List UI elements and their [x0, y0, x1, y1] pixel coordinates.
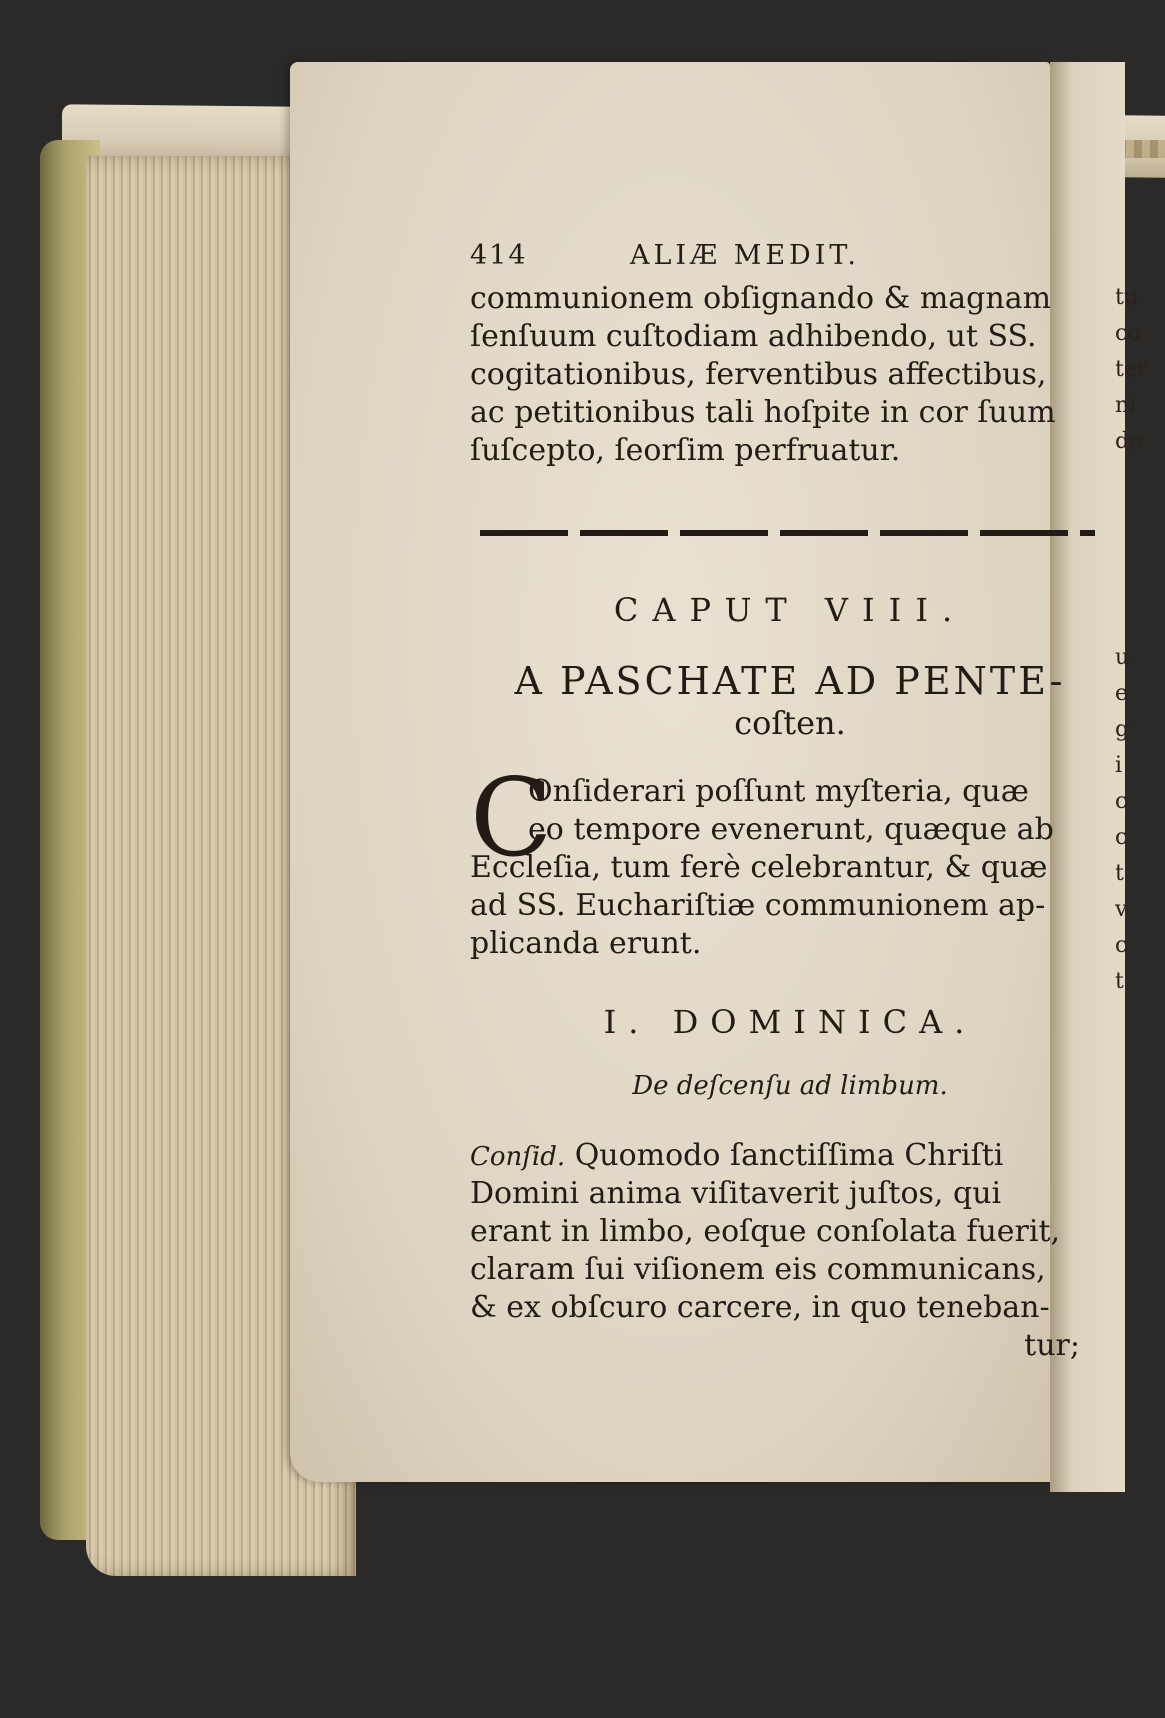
- consider-label: Conſid.: [470, 1142, 566, 1172]
- text-line: cogitationibus, ferventibus affectibus,: [470, 357, 1047, 392]
- text-line: Domini anima viſitaverit juſtos, qui: [470, 1176, 1002, 1211]
- text-line: eo tempore evenerunt, quæque ab: [528, 812, 1054, 847]
- opening-paragraph: [470, 280, 1110, 470]
- consideration-paragraph: [470, 1137, 1110, 1365]
- next-page-fragments: [1115, 280, 1165, 1000]
- fragment: g: [1115, 717, 1130, 742]
- drop-capital: C: [470, 756, 553, 881]
- fragment: [1115, 496, 1165, 532]
- catchword: tur;: [1024, 1328, 1080, 1363]
- text-line: ſenſuum cuſtodiam adhibendo, ut SS.: [470, 319, 1037, 354]
- intro-paragraph: [470, 756, 1110, 963]
- fragment: c: [1115, 789, 1128, 814]
- fragment: i: [1115, 753, 1123, 778]
- text-line: Eccleſia, tum ferè celebrantur, & quæ: [470, 850, 1048, 885]
- text-line: [470, 1137, 1110, 1175]
- text-line: communionem obſignando & magnam: [470, 281, 1052, 316]
- fragment: [1115, 460, 1165, 496]
- fragment: [1115, 604, 1165, 640]
- fragment: ter: [1115, 357, 1148, 382]
- text-line: ad SS. Euchariſtiæ communionem ap-: [470, 888, 1046, 923]
- text-line: ſuſcepto, ſeorſim perfruatur.: [470, 433, 901, 468]
- chapter-title-continued: coſten.: [734, 704, 846, 742]
- running-title: ALIÆ MEDIT.: [630, 240, 860, 271]
- fragment: [1115, 532, 1165, 568]
- fragment: c: [1115, 933, 1128, 958]
- text-line: claram ſui viſionem eis communicans,: [470, 1252, 1046, 1287]
- fragment: e: [1115, 681, 1129, 706]
- fragment: t: [1115, 969, 1124, 994]
- fragment: u: [1115, 645, 1130, 670]
- fragment: co: [1115, 321, 1141, 346]
- text-line: plicanda erunt.: [470, 926, 702, 961]
- text-line: erant in limbo, eoſque conſolata fuerit,: [470, 1214, 1061, 1249]
- section-subtitle: De deſcenſu ad limbum.: [632, 1071, 948, 1101]
- text-line: Onſiderari poſſunt myſteria, quæ: [528, 774, 1029, 809]
- fragment: do: [1115, 429, 1143, 454]
- section-heading: I. DOMINICA.: [603, 1003, 977, 1041]
- fragment: tu: [1115, 285, 1139, 310]
- text-line: & ex obſcuro carcere, in quo teneban-: [470, 1290, 1050, 1325]
- consider-first-line: Quomodo ſanctiſſima Chriſti: [574, 1138, 1004, 1173]
- chapter-title: A PASCHATE AD PENTE-: [514, 659, 1066, 703]
- text-line: ac petitionibus tali hoſpite in cor ſuum: [470, 395, 1056, 430]
- page-number: 414: [470, 240, 528, 271]
- chapter-heading: CAPUT VIII.: [613, 591, 967, 629]
- fragment: c: [1115, 825, 1128, 850]
- fragment: ni: [1115, 393, 1137, 418]
- page-header: [470, 240, 1110, 280]
- fragment: t: [1115, 861, 1124, 886]
- fragment: [1115, 568, 1165, 604]
- page-content: [470, 240, 1110, 1365]
- ornamental-rule: [480, 530, 1095, 536]
- fragment: v: [1115, 897, 1128, 922]
